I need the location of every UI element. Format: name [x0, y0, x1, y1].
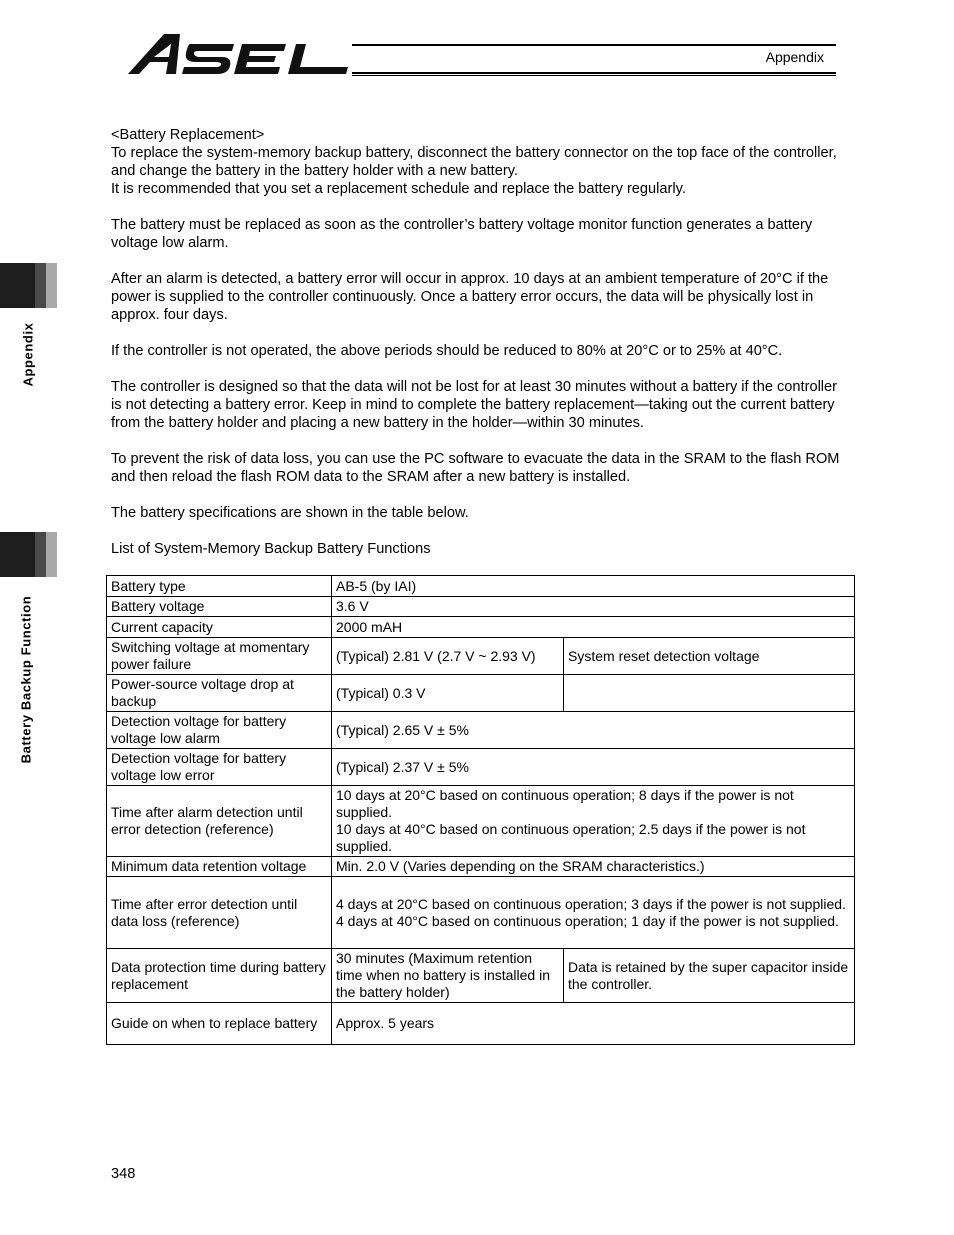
- table-row: [107, 675, 855, 712]
- row-value: Min. 2.0 V (Varies depending on the SRAM characteristics.): [332, 857, 855, 877]
- paragraph: It is recommended that you set a replacement schedule and replace the battery regularly.: [111, 181, 686, 197]
- row-note: Data is retained by the super capacitor inside the controller.: [564, 949, 855, 1003]
- value-line: 4 days at 40°C based on continuous operation; 1 day if the power is not supplied.: [336, 912, 839, 929]
- table-row: [107, 597, 855, 617]
- value-line: 10 days at 40°C based on continuous operation; 2.5 days if the power is not supplied.: [336, 821, 806, 854]
- table-row: [107, 857, 855, 877]
- row-label: Detection voltage for battery voltage low alarm: [107, 712, 332, 749]
- paragraph: After an alarm is detected, a battery error will occur in approx. 10 days at an ambient temperature of 20°C if the power is supplied to the controller continuously. Once a battery error occurs, the data will be physically lost in approx. four days.: [111, 271, 829, 323]
- asel-logo: [126, 32, 350, 78]
- side-tab-marker-appendix: [0, 263, 57, 308]
- body-text: [111, 126, 851, 576]
- row-note: [564, 675, 855, 712]
- row-value: (Typical) 2.37 V ± 5%: [332, 749, 855, 786]
- paragraph: The battery specifications are shown in the table below.: [111, 505, 469, 521]
- row-label: Battery type: [107, 576, 332, 597]
- row-value: 30 minutes (Maximum retention time when no battery is installed in the battery holder): [332, 949, 564, 1003]
- paragraph: The controller is designed so that the data will not be lost for at least 30 minutes without a battery if the controller is not detecting a battery error. Keep in mind to complete the battery replacement—taking out the current battery from the battery holder and placing a new battery in the holder—within 30 minutes.: [111, 379, 838, 431]
- value-line: 4 days at 20°C based on continuous operation; 3 days if the power is not supplied.: [336, 895, 846, 912]
- row-value: [332, 786, 855, 857]
- side-tab-label-battery: Battery Backup Function: [18, 595, 34, 764]
- battery-spec-table: [106, 575, 855, 1045]
- row-label: Guide on when to replace battery: [107, 1003, 332, 1045]
- paragraph: If the controller is not operated, the above periods should be reduced to 80% at 20°C or to 25% at 40°C.: [111, 343, 783, 359]
- side-tab-marker-battery: [0, 532, 57, 577]
- row-label: Switching voltage at momentary power failure: [107, 638, 332, 675]
- row-value: AB-5 (by IAI): [332, 576, 855, 597]
- table-row: [107, 712, 855, 749]
- table-row: [107, 949, 855, 1003]
- row-value: [332, 877, 855, 949]
- table-row: [107, 638, 855, 675]
- paragraph: The battery must be replaced as soon as the controller’s battery voltage monitor function generates a battery voltage low alarm.: [111, 217, 813, 251]
- row-value: (Typical) 2.81 V (2.7 V ~ 2.93 V): [332, 638, 564, 675]
- row-value: 2000 mAH: [332, 617, 855, 638]
- row-label: Detection voltage for battery voltage low error: [107, 749, 332, 786]
- row-label: Time after error detection until data loss (reference): [107, 877, 332, 949]
- page-number: 348: [111, 1166, 136, 1182]
- section-heading: <Battery Replacement>: [111, 127, 265, 143]
- row-value: 3.6 V: [332, 597, 855, 617]
- table-row: [107, 786, 855, 857]
- row-label: Battery voltage: [107, 597, 332, 617]
- table-row: [107, 576, 855, 597]
- table-caption: List of System-Memory Backup Battery Functions: [111, 541, 431, 557]
- row-label: Minimum data retention voltage: [107, 857, 332, 877]
- row-value: (Typical) 2.65 V ± 5%: [332, 712, 855, 749]
- table-row: [107, 877, 855, 949]
- row-label: Power-source voltage drop at backup: [107, 675, 332, 712]
- paragraph: To prevent the risk of data loss, you can use the PC software to evacuate the data in the SRAM to the flash ROM and then reload the flash ROM data to the SRAM after a new battery is installed.: [111, 451, 840, 485]
- row-label: Current capacity: [107, 617, 332, 638]
- row-label: Time after alarm detection until error detection (reference): [107, 786, 332, 857]
- side-tab-label-appendix: Appendix: [20, 322, 36, 387]
- row-value: Approx. 5 years: [332, 1003, 855, 1045]
- value-line: 10 days at 20°C based on continuous operation; 8 days if the power is not supplied.: [336, 787, 794, 820]
- row-note: System reset detection voltage: [564, 638, 855, 675]
- header-section-title: Appendix: [765, 49, 824, 65]
- table-row: [107, 617, 855, 638]
- table-row: [107, 1003, 855, 1045]
- table-row: [107, 749, 855, 786]
- paragraph: To replace the system-memory backup battery, disconnect the battery connector on the top face of the controller, and change the battery in the battery holder with a new battery.: [111, 145, 837, 179]
- row-label: Data protection time during battery replacement: [107, 949, 332, 1003]
- row-value: (Typical) 0.3 V: [332, 675, 564, 712]
